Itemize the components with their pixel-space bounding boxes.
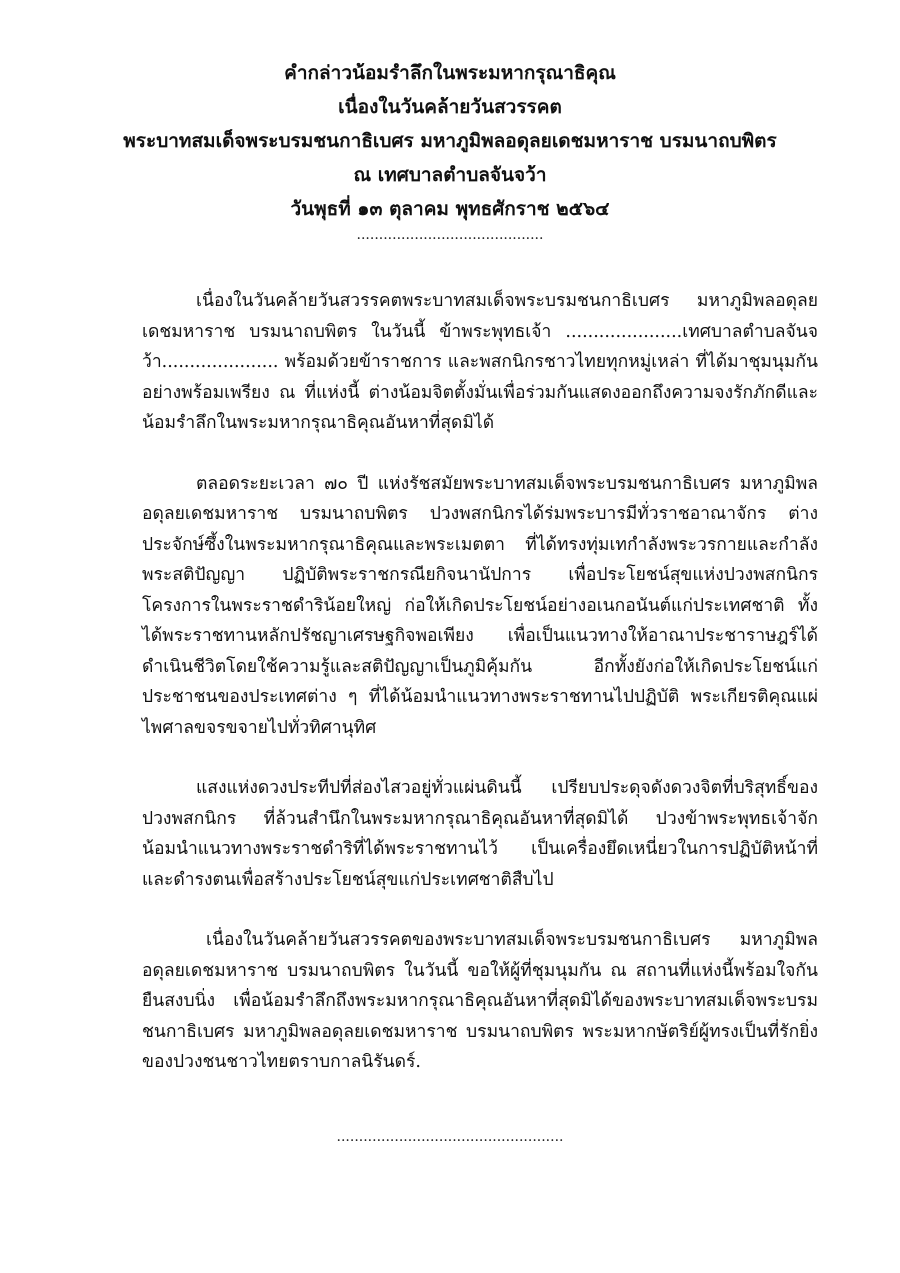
title-line-4: ณ เทศบาลตำบลจันจว้า (353, 164, 547, 186)
paragraph-1: เนื่องในวันคล้ายวันสวรรคตพระบาทสมเด็จพระบรมชนกาธิเบศร มหาภูมิพลอดุลยเดชมหาราช บรมนาถบพิตร ในวันนี้ ข้าพระพุทธเจ้า .....................เทศบาลตำบลจันจว้า..................... พร้อมด้วยข้าราชการ และพสกนิกรชาวไทยทุกหมู่เหล่า ที่ได้มาชุมนุมกันอย่างพร้อมเพรียง ณ ที่แห่งนี้ ต่างน้อมจิตตั้งมั่นเพื่อร่วมกันแสดงออกถึงความจงรักภักดีและน้อมรำลึกในพระมหากรุณาธิคุณอันหาที่สุดมิได้ (142, 291, 818, 433)
footer-dotted-separator: ................................................... (336, 1129, 564, 1145)
title-line-1: คำกล่าวน้อมรำลึกในพระมหากรุณาธิคุณ (284, 62, 616, 84)
paragraph-4: เนื่องในวันคล้ายวันสวรรคตของพระบาทสมเด็จพระบรมชนกาธิเบศร มหาภูมิพลอดุลยเดชมหาราช บรมนาถบพิตร ในวันนี้ ขอให้ผู้ที่ชุมนุมกัน ณ สถานที่แห่งนี้พร้อมใจกันยืนสงบนิ่ง เพื่อน้อมรำลึกถึงพระมหากรุณาธิคุณอันหาที่สุดมิได้ของพระบาทสมเด็จพระบรมชนกาธิเบศร มหาภูมิพลอดุลยเดชมหาราช บรมนาถบพิตร พระมหากษัตริย์ผู้ทรงเป็นที่รักยิ่งของปวงชนชาวไทยตราบกาลนิรันดร์. (142, 930, 818, 1072)
document-header (60, 56, 840, 242)
title-line-2: เนื่องในวันคล้ายวันสวรรคต (338, 96, 562, 118)
header-dotted-separator: .......................................... (356, 227, 544, 243)
document-body (142, 286, 818, 1108)
title-line-3: พระบาทสมเด็จพระบรมชนกาธิเบศร มหาภูมิพลอดุลยเดชมหาราช บรมนาถบพิตร (123, 130, 777, 152)
paragraph-2: ตลอดระยะเวลา ๗๐ ปี แห่งรัชสมัยพระบาทสมเด็จพระบรมชนกาธิเบศร มหาภูมิพลอดุลยเดชมหาราช บรมนาถบพิตร ปวงพสกนิกรได้ร่มพระบารมีทั่วราชอาณาจักร ต่างประจักษ์ซึ้งในพระมหากรุณาธิคุณและพระเมตตา ที่ได้ทรงทุ่มเทกำลังพระวรกายและกำลังพระสติปัญญา ปฏิบัติพระราชกรณียกิจนานัปการ เพื่อประโยชน์สุขแห่งปวงพสกนิกร โครงการในพระราชดำริน้อยใหญ่ ก่อให้เกิดประโยชน์อย่างอเนกอนันต์แก่ประเทศชาติ ทั้งได้พระราชทานหลักปรัชญาเศรษฐกิจพอเพียง เพื่อเป็นแนวทางให้อาณาประชาราษฎร์ได้ดำเนินชีวิตโดยใช้ความรู้และสติปัญญาเป็นภูมิคุ้มกัน อีกทั้งยังก่อให้เกิดประโยชน์แก่ประชาชนของประเทศต่าง ๆ ที่ได้น้อมนำแนวทางพระราชทานไปปฏิบัติ พระเกียรติคุณแผ่ไพศาลขจรขจายไปทั่วทิศานุทิศ (142, 473, 818, 738)
paragraph-3: แสงแห่งดวงประทีปที่ส่องไสวอยู่ทั่วแผ่นดินนี้ เปรียบประดุจดังดวงจิตที่บริสุทธิ์ของปวงพสกนิกร ที่ล้วนสำนึกในพระมหากรุณาธิคุณอันหาที่สุดมิได้ ปวงข้าพระพุทธเจ้าจักน้อมนำแนวทางพระราชดำริที่ได้พระราชทานไว้ เป็นเครื่องยึดเหนี่ยวในการปฏิบัติหน้าที่และดำรงตนเพื่อสร้างประโยชน์สุขแก่ประเทศชาติสืบไป (142, 778, 818, 890)
title-line-5: วันพุธที่ ๑๓ ตุลาคม พุทธศักราช ๒๕๖๔ (290, 198, 610, 220)
